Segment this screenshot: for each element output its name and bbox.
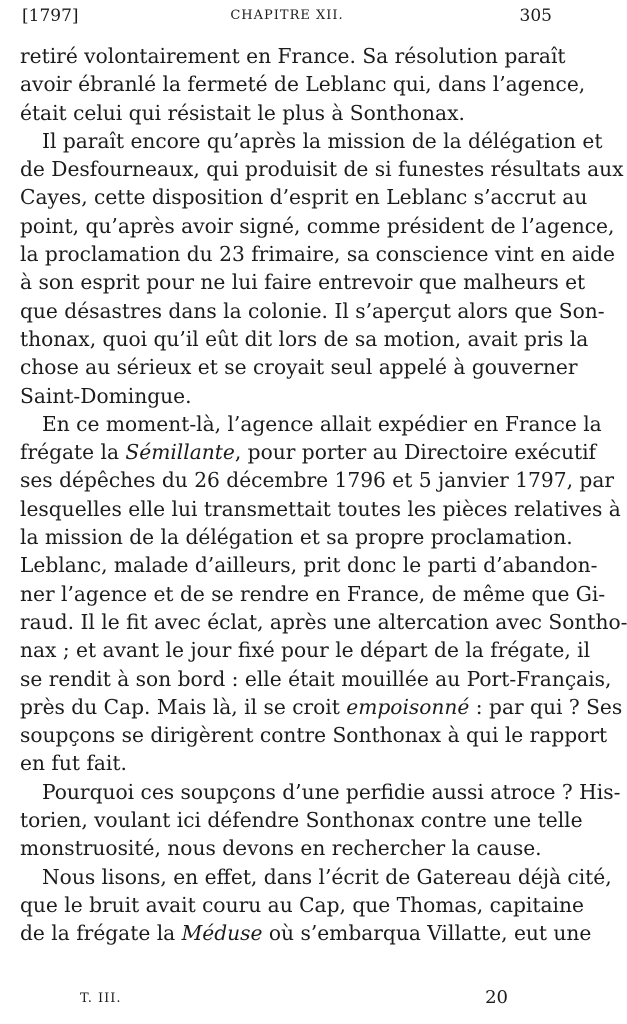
text-line: Nous lisons, en effet, dans l’écrit de Gatereau déjà cité, <box>42 864 612 889</box>
italic-text: empoisonné <box>346 694 470 719</box>
text-line: retiré volontairement en France. Sa résolution paraît <box>20 44 566 68</box>
text-line: de la frégate la Méduse où s’embarqua Villatte, eut une <box>20 921 592 946</box>
text-line: Pourquoi ces soupçons d’une perfidie aussi atroce ? His- <box>42 779 621 804</box>
paragraph <box>20 410 627 778</box>
text-line: à son esprit pour ne lui faire entrevoir que malheurs et <box>20 270 586 295</box>
text-line: Cayes, cette disposition d’esprit en Leblanc s’accrut au <box>20 185 588 210</box>
text-line: soupçons se dirigèrent contre Sonthonax à qui le rapport <box>20 723 608 748</box>
text-line: était celui qui résistait le plus à Sonthonax. <box>20 100 465 125</box>
text-line: que désastres dans la colonie. Il s’aperçut alors que Son- <box>20 298 605 323</box>
paragraph <box>20 778 621 863</box>
italic-text: Méduse <box>181 921 263 946</box>
page-number: 305 <box>519 6 552 26</box>
paragraph <box>20 127 624 410</box>
text-line: Saint-Domingue. <box>20 383 192 408</box>
text-line: que le bruit avait couru au Cap, que Thomas, capitaine <box>20 892 584 917</box>
paragraph <box>20 863 612 948</box>
running-header <box>22 6 552 28</box>
italic-text: Sémillante <box>125 440 235 465</box>
text-line: raud. Il le fit avec éclat, après une altercation avec Sontho- <box>20 609 627 634</box>
text-line: torien, voulant ici défendre Sonthonax contre une telle <box>20 808 583 833</box>
text-line: ses dépêches du 26 décembre 1796 et 5 janvier 1797, par <box>20 468 615 493</box>
text-line: nax ; et avant le jour fixé pour le départ de la frégate, il <box>20 638 591 663</box>
text-line: près du Cap. Mais là, il se croit empoisonné : par qui ? Ses <box>20 694 623 719</box>
header-year: [1797] <box>22 6 79 26</box>
paragraph <box>20 42 586 127</box>
text-line: de Desfourneaux, qui produisit de si funestes résultats aux <box>20 157 624 182</box>
body-text <box>20 42 627 948</box>
volume-signature: T. III. <box>80 991 122 1006</box>
page-footer <box>80 987 514 1017</box>
text-line: frégate la Sémillante, pour porter au Directoire exécutif <box>20 440 597 465</box>
text-line: ner l’agence et de se rendre en France, de même que Gi- <box>20 581 606 606</box>
sheet-number: 20 <box>485 987 508 1008</box>
text-line: en fut fait. <box>20 751 127 776</box>
chapter-title: CHAPITRE XII. <box>230 8 344 23</box>
text-line: chose au sérieux et se croyait seul appelé à gouverner <box>20 355 578 380</box>
text-line: la proclamation du 23 frimaire, sa conscience vint en aide <box>20 242 615 267</box>
text-line: Leblanc, malade d’ailleurs, prit donc le parti d’abandon- <box>20 553 598 578</box>
text-line: avoir ébranlé la fermeté de Leblanc qui, dans l’agence, <box>20 72 586 97</box>
text-line: monstruosité, nous devons en rechercher la cause. <box>20 836 542 861</box>
text-line: lesquelles elle lui transmettait toutes les pièces relatives à <box>20 496 621 521</box>
text-line: la mission de la délégation et sa propre proclamation. <box>20 525 573 550</box>
text-line: thonax, quoi qu’il eût dit lors de sa motion, avait pris la <box>20 326 589 351</box>
text-line: se rendit à son bord : elle était mouillée au Port-Français, <box>20 666 612 691</box>
text-line: point, qu’après avoir signé, comme président de l’agence, <box>20 213 615 238</box>
text-line: En ce moment-là, l’agence allait expédier en France la <box>42 411 602 436</box>
text-line: Il paraît encore qu’après la mission de la délégation et <box>42 128 603 153</box>
